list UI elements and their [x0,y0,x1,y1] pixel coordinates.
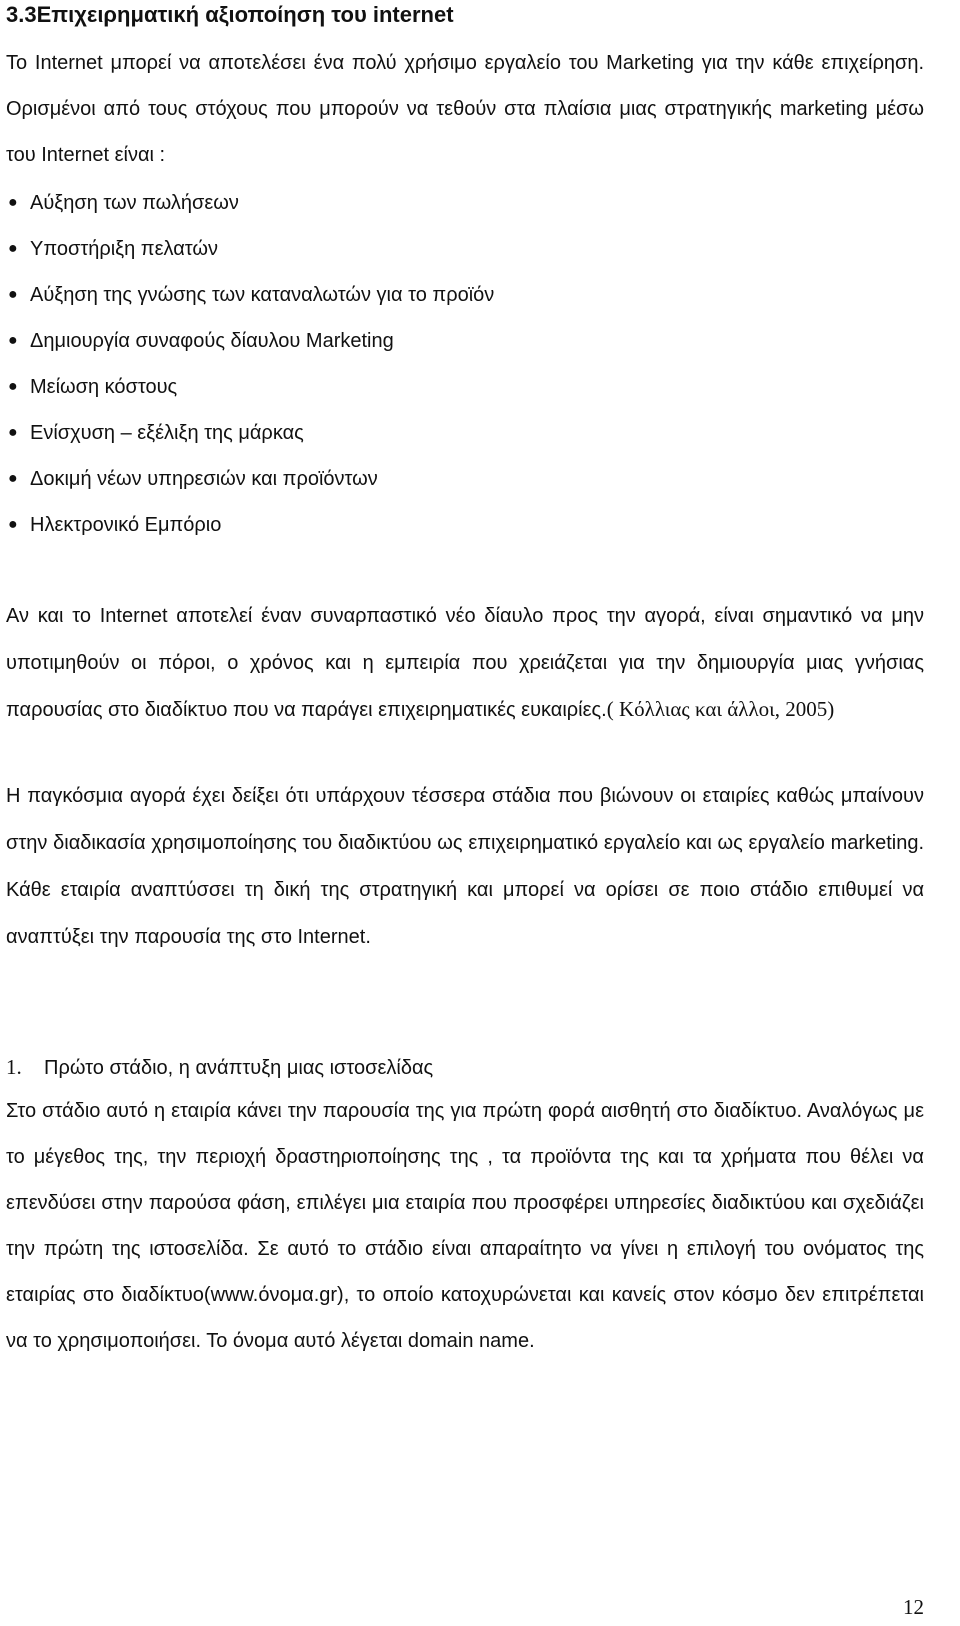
list-item: ● Ενίσχυση – εξέλιξη της μάρκας [6,410,494,456]
market-paragraph [6,772,924,960]
stage-paragraph: Στο στάδιο αυτό η εταιρία κάνει την παρουσία της για πρώτη φορά αισθητή στο διαδίκτυο. Αναλόγως με το μέγεθος της, την περιοχή δραστηριοποίησης της , τα προϊόντα της και τα χρήματα που θέλει να επενδύσει στην παρούσα φάση, επιλέγει μια εταιρία που προσφέρει υπηρεσίες διαδικτύου και σχεδιάζει την πρώτη της ιστοσελίδα. Σε αυτό το στάδιο είναι απαραίτητο να γίνει η επιλογή του ονόματος της εταιρίας στο διαδίκτυο(www.όνομα.gr), το οποίο κατοχυρώνεται και κανείς στον κόσμο δεν επιτρέπεται να το χρησιμοποιήσει. Το όνομα αυτό λέγεται domain name. [6,1100,924,1352]
list-item: ● Ηλεκτρονικό Εμπόριο [6,502,494,548]
citation: ( Κόλλιας και άλλοι, 2005) [606,697,835,721]
resources-text: Αν και το Internet αποτελεί έναν συναρπαστικό νέο δίαυλο προς την αγορά, είναι σημαντικό να μην υποτιμηθούν οι πόροι, ο χρόνος και η εμπειρία που χρειάζεται για την δημιουργία μιας γνήσιας παρουσίας στο διαδίκτυο που να παράγει επιχειρηματικές ευκαιρίες. [6,605,924,721]
list-item: ● Υποστήριξη πελατών [6,226,494,272]
stage-number: 1. [6,1055,22,1079]
resources-paragraph [6,592,924,733]
section-heading: 3.3Επιχειρηματική αξιοποίηση του internet [6,2,454,27]
bullet-icon: ● [8,516,18,533]
list-item: ● Μείωση κόστους [6,364,494,410]
bullet-icon: ● [8,194,18,211]
bullet-icon: ● [8,424,18,441]
intro-paragraph: Το Internet μπορεί να αποτελέσει ένα πολύ χρήσιμο εργαλείο του Marketing για την κάθε επιχείρηση. Ορισμένοι από τους στόχους που μπορούν να τεθούν στα πλαίσια μιας στρατηγικής marketing μέσω του Internet είναι : [6,52,924,166]
bullet-icon: ● [8,332,18,349]
page-number: 12 [903,1595,924,1619]
list-item: ● Αύξηση των πωλήσεων [6,180,494,226]
goals-list [6,180,494,548]
list-item: ● Αύξηση της γνώσης των καταναλωτών για το προϊόν [6,272,494,318]
stage-heading [6,1044,433,1091]
bullet-icon: ● [8,286,18,303]
list-item: ● Δοκιμή νέων υπηρεσιών και προϊόντων [6,456,494,502]
bullet-icon: ● [8,240,18,257]
bullet-icon: ● [8,470,18,487]
bullet-icon: ● [8,378,18,395]
list-item: ● Δημιουργία συναφούς δίαυλου Marketing [6,318,494,364]
market-text-continued: Κάθε εταιρία αναπτύσσει τη δική της στρατηγική και μπορεί να ορίσει σε ποιο στάδιο επιθυμεί να αναπτύξει την παρουσία της στο Internet. [6,879,924,948]
stage-title: Πρώτο στάδιο, η ανάπτυξη μιας ιστοσελίδας [44,1057,434,1079]
market-text: Η παγκόσμια αγορά έχει δείξει ότι υπάρχουν τέσσερα στάδια που βιώνουν οι εταιρίες καθώς μπαίνουν στην διαδικασία χρησιμοποίησης του διαδικτύου ως επιχειρηματικό εργαλείο και ως εργαλείο marketing. [6,785,924,854]
